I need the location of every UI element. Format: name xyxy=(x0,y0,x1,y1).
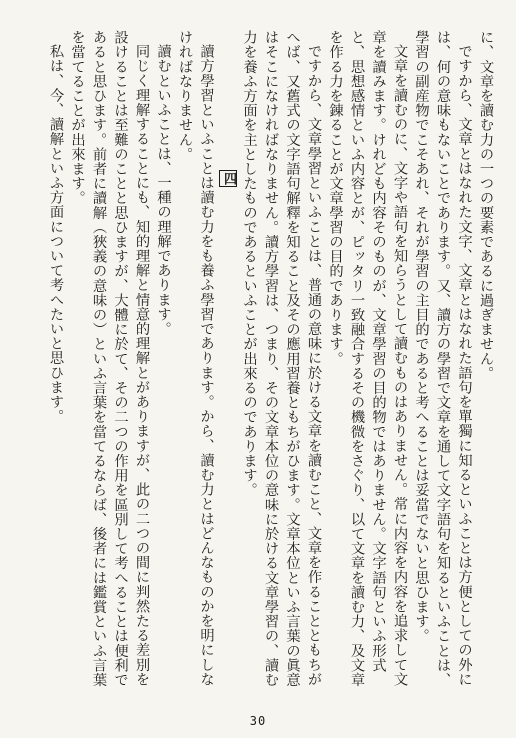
section-number-box: 四 xyxy=(221,172,236,186)
paragraph: 私は、今、讀解といふ方面について考へたいと思ひます。 xyxy=(48,44,64,424)
paragraph: ですから、文章學習といふことは、普通の意味に於ける文章を讀むこと、文章を作ることともちがへば、又舊式の文字語句解釋を知ること及その應用習養ともちがひます。文章本位といふ言葉の眞意はそこになければなりません。讀方學習は、つまり、その文章本位の意味に於ける文章學習の、讀む力を養ふ方面を主としたものであるといふことが出來るのであります。 xyxy=(241,30,322,687)
paragraph-continuation: に、文章を讀む力の一つの要素であるに過ぎません。 xyxy=(478,30,494,381)
vertical-text-body xyxy=(30,30,496,690)
paragraph: 讀むといふことは、一種の理解であります。 xyxy=(155,44,172,337)
paragraph: ですから、文章とはなれた文字、文章とはなれた語句を單獨に知るといふことは方便としての外には、何の意味もないことであります。又、讀方の學習で文章を通して文字語句を知るといふことは、學習の副産物でこそあれ、それが學習の主目的であると考へることは妥當でないと思ひます。 xyxy=(413,30,473,687)
paragraph: 同じく理解することにも、知的理解と情意的理解とがありますが、此の二つの間に判然たる差別を設けることは至難のことと思ひますが、大體に於て、その二つの作用を區別して考へることは便利であると思ひます。前者に讀解（狹義の意味の）といふ言葉を當てるならば、後者には鑑賞といふ言葉を當てることが出來ます。 xyxy=(69,30,150,687)
page-number: 30 xyxy=(249,714,267,728)
paragraph: 文章を讀むのに、文字や語句を知らうとして讀むものはありません。常に内容を内容を追求して文章を讀みます。けれども内容そのものが、文章學習の目的物ではありません。文字語句といふ形式と、思想感情といふ内容とが、ピッタリ一致融合するその機微をさぐり、以て文章を讀む力、及文章を作る力を錬ることが文章學習の目的であります。 xyxy=(327,30,408,687)
section-heading xyxy=(217,30,239,690)
paragraph: 讀方學習といふことは讀む力をも養ふ學習であります。から、讀む力とはどんなものかを明にしなければなりません。 xyxy=(177,30,215,687)
